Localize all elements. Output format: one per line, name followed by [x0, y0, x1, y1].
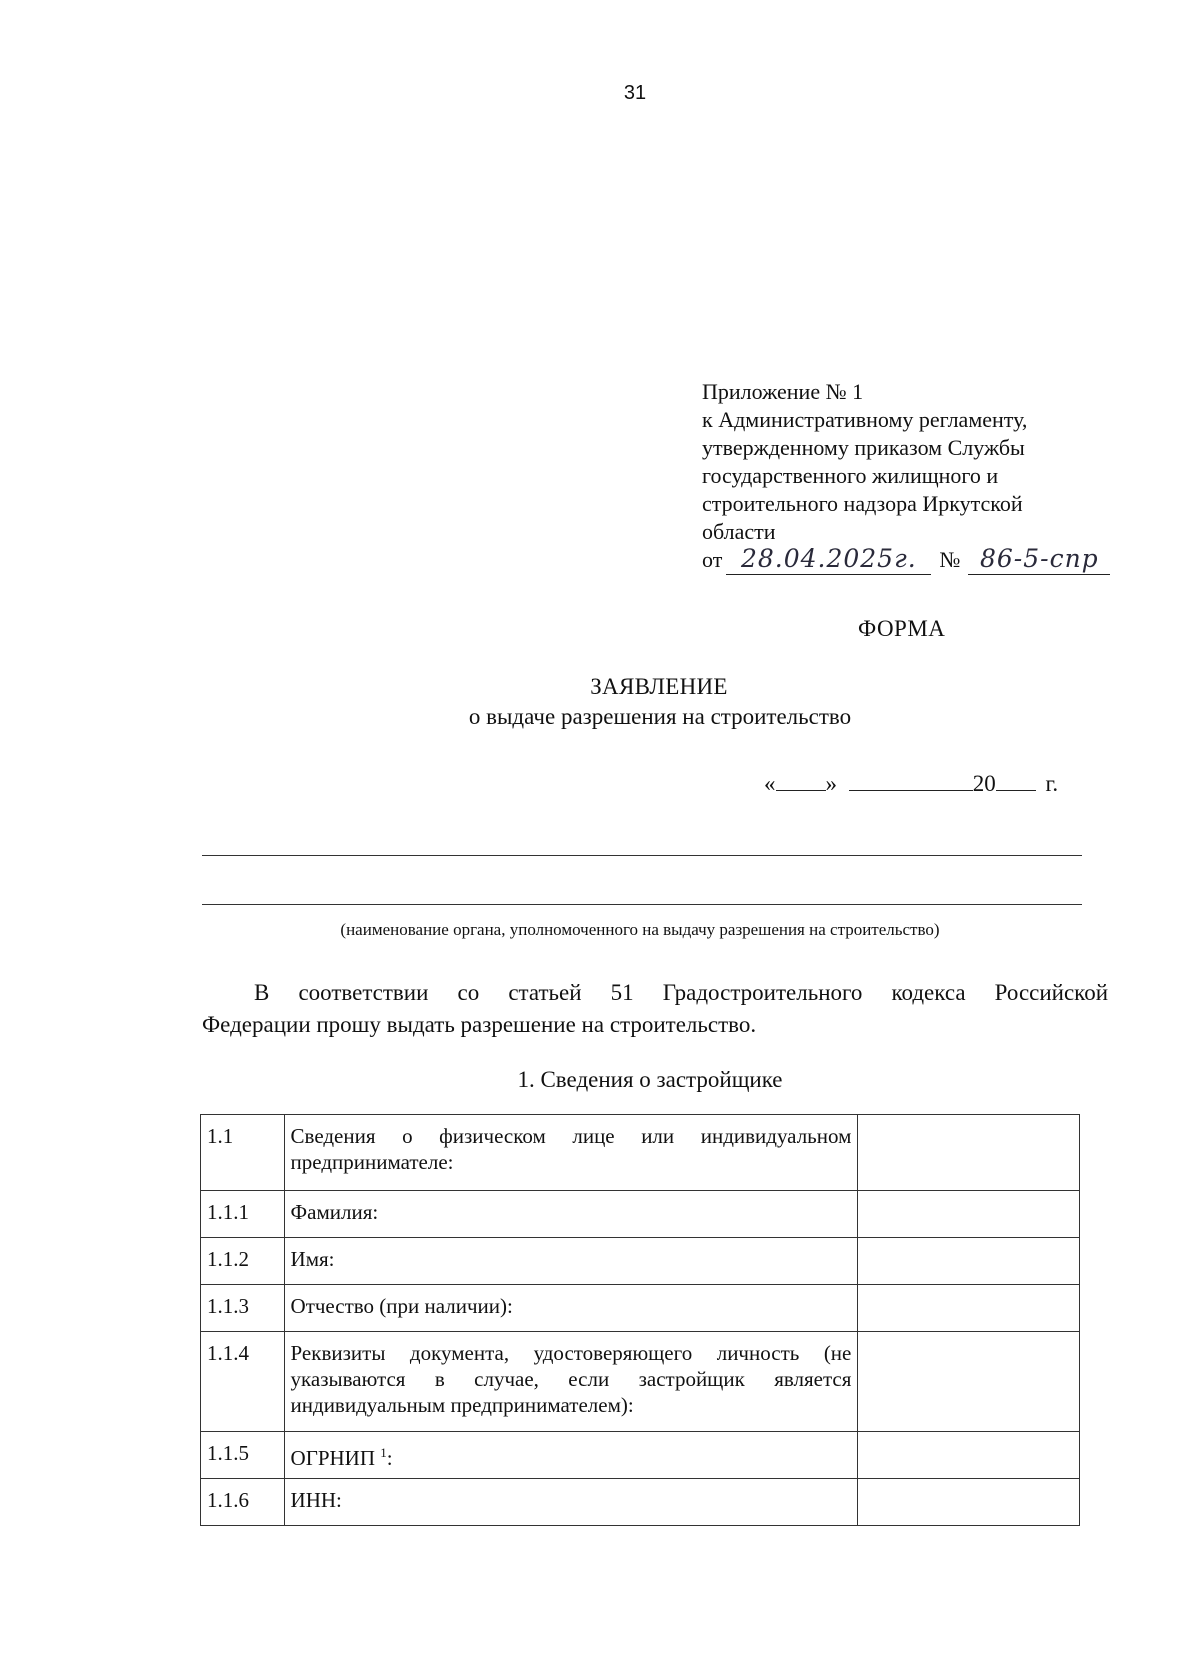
row-number: 1.1.5: [201, 1432, 285, 1479]
row-number: 1.1.3: [201, 1285, 285, 1332]
request-paragraph: [202, 977, 1108, 1041]
row-value-cell[interactable]: [858, 1432, 1080, 1479]
month-blank[interactable]: [849, 770, 973, 791]
application-date-line: [764, 770, 1058, 797]
order-prefix: от: [702, 547, 723, 572]
order-number-sign: №: [939, 547, 961, 572]
section-title: 1. Сведения о застройщике: [517, 1067, 783, 1092]
label-colon: :: [386, 1446, 393, 1470]
authority-name-line-2[interactable]: [202, 904, 1082, 905]
row-value-cell[interactable]: [858, 1285, 1080, 1332]
table-row: [201, 1332, 1080, 1432]
row-value-cell[interactable]: [858, 1479, 1080, 1526]
authority-caption: (наименование органа, уполномоченного на выдачу разрешения на строительство): [340, 920, 940, 939]
year-suffix: г.: [1045, 771, 1059, 796]
table-row: [201, 1285, 1080, 1332]
row-label: [284, 1432, 858, 1479]
year-blank[interactable]: [996, 770, 1036, 791]
document-subtitle: о выдаче разрешения на строительство: [468, 704, 852, 729]
document-title: ЗАЯВЛЕНИЕ: [590, 674, 728, 699]
request-line-2: Федерации прошу выдать разрешение на строительство.: [202, 1012, 757, 1037]
row-number: 1.1.1: [201, 1191, 285, 1238]
appendix-approval-block: [702, 378, 1110, 575]
row-number: 1.1.6: [201, 1479, 285, 1526]
authority-name-line-1[interactable]: [202, 855, 1082, 856]
year-prefix: 20: [972, 771, 996, 796]
row-label: Сведения о физическом лице или индивидуальном предпринимателе:: [284, 1115, 858, 1191]
order-reference-line: [702, 546, 1110, 575]
table-row: [201, 1115, 1080, 1191]
appendix-line: к Административному регламенту,: [702, 407, 1028, 432]
table-row: [201, 1191, 1080, 1238]
row-label: Имя:: [284, 1238, 858, 1285]
row-value-cell[interactable]: [858, 1238, 1080, 1285]
ogrnip-label: ОГРНИП: [290, 1446, 376, 1470]
handwritten-order-date: 28.04.2025г.: [726, 547, 931, 575]
row-value-cell[interactable]: [858, 1332, 1080, 1432]
handwritten-order-number: 86-5-спр: [968, 547, 1110, 575]
row-value-cell[interactable]: [858, 1115, 1080, 1191]
appendix-line: строительного надзора Иркутской: [702, 491, 1023, 516]
row-label: Фамилия:: [284, 1191, 858, 1238]
row-value-cell[interactable]: [858, 1191, 1080, 1238]
table-row: [201, 1479, 1080, 1526]
page-number: 31: [623, 82, 647, 104]
request-line-1: В соответствии со статьей 51 Градостроительного кодекса Российской: [254, 980, 1108, 1005]
table-row: [201, 1432, 1080, 1479]
appendix-line: государственного жилищного и: [702, 463, 999, 488]
table-row: [201, 1238, 1080, 1285]
form-label: ФОРМА: [858, 616, 946, 641]
appendix-line: утвержденному приказом Службы: [702, 435, 1025, 460]
appendix-line: области: [702, 519, 776, 544]
footnote-marker: 1: [380, 1445, 387, 1460]
developer-info-table: [200, 1114, 1080, 1526]
row-label: Отчество (при наличии):: [284, 1285, 858, 1332]
day-blank[interactable]: [776, 770, 826, 791]
row-number: 1.1: [201, 1115, 285, 1191]
date-open-quote: «: [764, 771, 776, 796]
appendix-line: Приложение № 1: [702, 379, 864, 404]
row-number: 1.1.2: [201, 1238, 285, 1285]
row-label: Реквизиты документа, удостоверяющего личность (не указываются в случае, если застройщик является индивидуальным предпринимателем):: [284, 1332, 858, 1432]
row-number: 1.1.4: [201, 1332, 285, 1432]
date-close-quote: »: [825, 771, 837, 796]
row-label: ИНН:: [284, 1479, 858, 1526]
